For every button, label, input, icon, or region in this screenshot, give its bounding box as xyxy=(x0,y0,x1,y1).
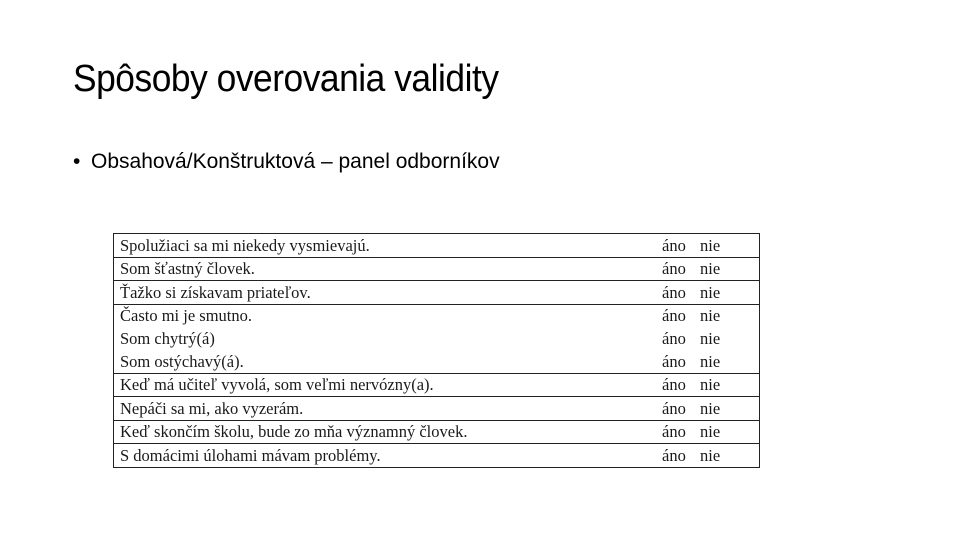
yes-option: áno xyxy=(662,328,686,348)
statement-cell: Keď skončím školu, bude zo mňa významný človek. xyxy=(120,422,468,442)
yes-option: áno xyxy=(662,351,686,371)
no-option: nie xyxy=(700,259,721,279)
yes-option: áno xyxy=(662,259,686,279)
yes-option: áno xyxy=(662,445,686,465)
yes-option: áno xyxy=(662,375,686,395)
no-option: nie xyxy=(700,351,721,371)
table-row xyxy=(114,373,760,397)
no-option: nie xyxy=(700,398,721,418)
statement-cell: Som šťastný človek. xyxy=(120,259,255,279)
no-option: nie xyxy=(700,375,721,395)
statement-cell: S domácimi úlohami mávam problémy. xyxy=(120,445,381,465)
table-row xyxy=(114,234,760,258)
bullet-item xyxy=(73,150,500,174)
table-row xyxy=(114,257,760,281)
statement-cell: Som chytrý(á) xyxy=(120,328,215,348)
no-option: nie xyxy=(700,422,721,442)
yes-option: áno xyxy=(662,282,686,302)
yes-option: áno xyxy=(662,235,686,255)
questionnaire-table xyxy=(113,233,760,468)
bullet-icon: • xyxy=(73,150,81,173)
no-option: nie xyxy=(700,328,721,348)
table-row xyxy=(114,350,760,373)
yes-option: áno xyxy=(662,398,686,418)
statement-cell: Ťažko si získavam priateľov. xyxy=(120,282,311,302)
no-option: nie xyxy=(700,282,721,302)
table-row xyxy=(114,327,760,350)
table-row xyxy=(114,444,760,468)
statement-cell: Som ostýchavý(á). xyxy=(120,351,244,371)
statement-cell: Nepáči sa mi, ako vyzerám. xyxy=(120,398,304,418)
statement-cell: Keď má učiteľ vyvolá, som veľmi nervózny(a). xyxy=(120,375,434,395)
yes-option: áno xyxy=(662,422,686,442)
slide-title: Spôsoby overovania validity xyxy=(73,58,499,100)
table-row xyxy=(114,420,760,444)
no-option: nie xyxy=(700,235,721,255)
statement-cell: Často mi je smutno. xyxy=(120,306,252,326)
statement-cell: Spolužiaci sa mi niekedy vysmievajú. xyxy=(120,235,370,255)
table-row xyxy=(114,304,760,327)
no-option: nie xyxy=(700,306,721,326)
table-row xyxy=(114,281,760,305)
bullet-text: Obsahová/Konštruktová – panel odborníkov xyxy=(91,150,500,173)
no-option: nie xyxy=(700,445,721,465)
yes-option: áno xyxy=(662,306,686,326)
table-row xyxy=(114,397,760,421)
